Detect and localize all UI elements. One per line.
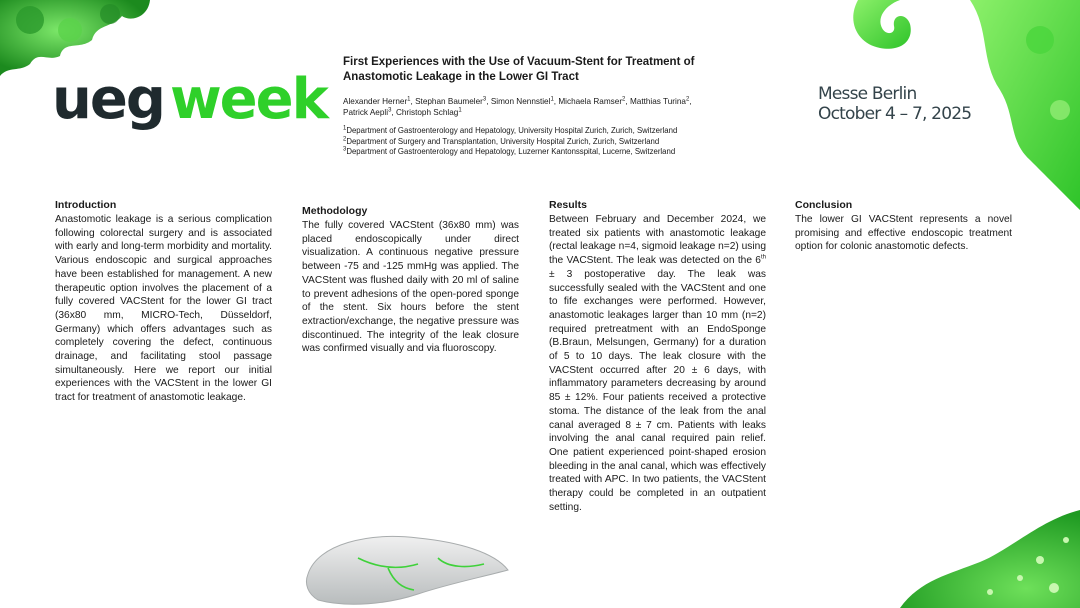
author-name: Christoph Schlag [395,108,459,117]
author-affiliation-mark: 2 [685,96,690,103]
author-affiliation-mark: 1 [458,107,462,114]
affiliation-text: Department of Gastroenterology and Hepatology, University Hospital Zurich, Zurich, Switzerland [346,126,678,135]
author-affiliation-mark: 2 [622,96,626,103]
liver-illustration [298,528,518,608]
affiliation-item [343,147,715,158]
affiliation-mark: 3 [343,146,347,153]
ueg-week-logo [52,67,327,132]
logo-week-text: week [169,67,327,132]
conclusion-heading: Conclusion [795,199,853,211]
results-ordinal-suffix: th [760,254,766,261]
affiliation-text: Department of Surgery and Transplantation, University Hospital Zurich, Zurich, Switzerland [346,136,660,146]
conclusion-text: The lower GI VACStent represents a novel promising and effective endoscopic treatment option for colonic anastomotic defects. [795,214,1012,253]
author-name: Matthias Turina [629,97,686,106]
conclusion-section [795,199,1012,254]
author-list: Alexander Herner$^1$, Stephan Baumeler$^3$, Simon Nennstiel$^1$, Michaela Ramser$^2$, Matthias Turina$^2$, Patrick Aepli$^3$, Christoph Schlag$^1$ [343,96,692,117]
venue-location: Messe Berlin [818,84,917,104]
affiliation-mark: 1 [343,125,347,132]
introduction-text: Anastomotic leakage is a serious complication following colorectal surgery and is associated with early and long-term morbidity and mortality. Various endoscopic and surgical approaches have been established for management. A new therapeutic option involves the placement of a fully covered VACStent for the lower GI tract (36x80 mm, MICRO-Tech, Düsseldorf, Germany) which offers advantages such as completely covering the defect, continuous drainage, and facilitating stool passage simultaneously. Here we report our initial experiences with the VACStent in the lower GI tract for treatment of anastomotic leakage. [55,214,272,404]
author-affiliation-mark: 3 [388,107,392,114]
logo-ueg-text: ueg [52,67,164,132]
author-affiliation-mark: 1 [407,96,411,103]
affiliation-list [343,126,715,158]
author-name: Patrick Aepli [343,108,389,117]
poster-title: First Experiences with the Use of Vacuum-Stent for Treatment of Anastomotic Leakage in the Lower GI Tract [343,56,695,83]
event-venue [818,84,971,124]
results-text-part2: ± 3 postoperative day. The leak was successfully sealed with the VACStent and one to fife exchanges were performed. However, anastomotic leakages larger than 10 mm (n=2) required pretreatment with an EndoSponge (B.Braun, Melsungen, Germany) for a duration of 5 to 10 days. The leak closure with the VACStent occurred after 20 ± 6 days, with inflammatory parameters decreasing by around 85 ± 12%. Four patients received a protective stoma. The distance of the leak from the anal canal averaged 8 ± 7 cm. Patients with leaks involving the anal canal required pain relief. One patient experienced point-shaped erosion bleeding in the anal canal, which was effectively treated with APC. In two patients, the VACStent therapy could be completed in an outpatient setting. [549,268,766,513]
author-affiliation-mark: 1 [550,96,554,103]
introduction-section [55,199,272,405]
venue-dates: October 4 – 7, 2025 [818,104,972,124]
results-text-part1: Between February and December 2024, we treated six patients with anastomotic leakage (rectal leakage n=4, sigmoid leakage n=2) using the VACStent. The leak was detected on the 6 [549,214,766,267]
affiliation-mark: 2 [343,135,347,142]
affiliation-item [343,137,715,148]
methodology-text: The fully covered VACStent (36x80 mm) was placed endoscopically under direct visualization. A continuous negative pressure between -75 and -125 mmHg was applied. The VACStent was flushed daily with 20 ml of saline to prevent adhesions of the open-pored sponge of the stent. Six hours before the stent extraction/exchange, the negative pressure was discontinued. The integrity of the leak closure was confirmed visually and via fluoroscopy. [302,220,519,355]
author-name: Alexander Herner [343,97,408,106]
results-section [549,199,766,514]
methodology-heading: Methodology [302,205,368,217]
poster-header [343,55,715,158]
author-name: Michaela Ramser [558,97,623,106]
results-text [549,213,766,514]
affiliation-text: Department of Gastroenterology and Hepatology, Luzerner Kantonsspital, Lucerne, Switzerland [346,147,676,156]
bottom-right-organic-decoration [840,500,1080,608]
affiliation-item [343,126,715,137]
author-name: Stephan Baumeler [415,97,483,106]
introduction-heading: Introduction [55,199,117,211]
results-heading: Results [549,199,587,211]
methodology-section [302,205,519,356]
author-name: Simon Nennstiel [490,97,551,106]
author-affiliation-mark: 3 [482,96,487,103]
